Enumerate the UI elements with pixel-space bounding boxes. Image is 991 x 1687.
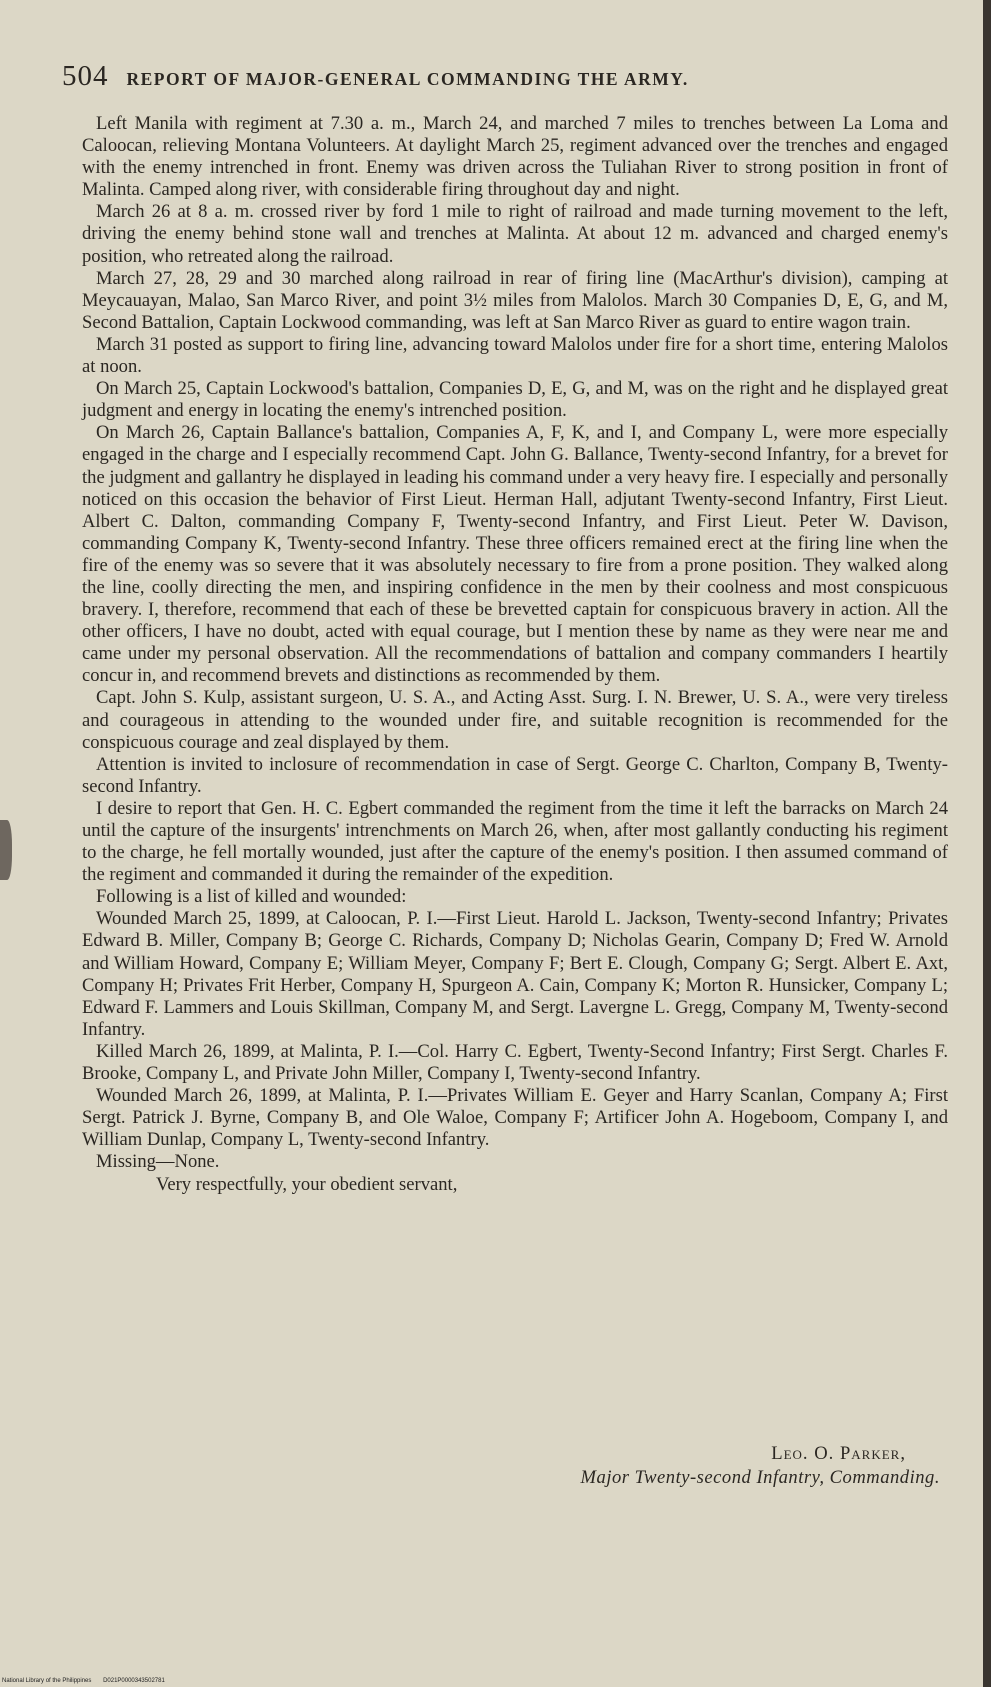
paragraph: Following is a list of killed and wounded: xyxy=(96,886,407,908)
signature-name: Leo. O. Parker, xyxy=(771,1443,906,1464)
paragraph: Attention is invited to inclosure of recommendation in case of Sergt. George C. Charlton, Company B, Twenty-second Infantry. xyxy=(82,753,948,797)
paragraph: Wounded March 26, 1899, at Malinta, P. I.—Privates William E. Geyer and Harry Scanlan, Company A; First Sergt. Patrick J. Byrne, Company B, and Ole Waloe, Company F; Artificer John A. Hogeboom, Company I, and William Dunlap, Company L, Twenty-second Infantry. xyxy=(82,1085,948,1151)
paragraph: Missing—None. xyxy=(96,1151,220,1173)
running-title: REPORT OF MAJOR-GENERAL COMMANDING THE ARMY. xyxy=(126,69,689,89)
closing-line: Very respectfully, your obedient servant, xyxy=(156,1173,458,1195)
paragraph: March 31 posted as support to firing line, advancing toward Malolos under fire for a short time, entering Malolos at noon. xyxy=(82,333,948,378)
paragraph: I desire to report that Gen. H. C. Egbert commanded the regiment from the time it left the barracks on March 24 until the capture of the insurgents' intrenchments on March 26, when, after most gallantly conducting his regiment to the charge, he fell mortally wounded, just after the capture of the enemy's position. I then assumed command of the regiment and commanded it during the remainder of the expedition. xyxy=(82,797,948,886)
paragraph: March 26 at 8 a. m. crossed river by ford 1 mile to right of railroad and made turning movement to the left, driving the enemy behind stone wall and trenches at Malinta. At about 12 m. advanced and charged enemy's position, who retreated along the railroad. xyxy=(82,201,948,267)
report-body xyxy=(82,113,948,1196)
paragraph: On March 26, Captain Ballance's battalion, Companies A, F, K, and I, and Company L, were more especially engaged in the charge and I especially recommend Capt. John G. Ballance, Twenty-second Infantry, for a brevet for the judgment and gallantry he displayed in leading his command under a very heavy fire. I especially and personally noticed on this occasion the behavior of First Lieut. Herman Hall, adjutant Twenty-second Infantry, First Lieut. Albert C. Dalton, commanding Company F, Twenty-second Infantry, and First Lieut. Peter W. Davison, commanding Company K, Twenty-second Infantry. These three officers remained erect at the firing line when the fire of the enemy was so severe that it was absolutely necessary to fire from a prone position. They walked along the line, coolly directing the men, and inspiring confidence in the men by their coolness and most conspicuous bravery. I, therefore, recommend that each of these be brevetted captain for conspicuous bravery in action. All the other officers, I have no doubt, acted with equal courage, but I mention these by name as they were near me and came under my personal observation. All the recommendations of battalion and company commanders I heartily concur in, and recommend brevets and distinctions as recommended by them. xyxy=(82,422,948,687)
page-scan-smudge xyxy=(0,820,12,880)
page-header xyxy=(62,60,922,93)
footer-identifier: D021P0000343502781 xyxy=(103,1678,165,1684)
signature-block xyxy=(470,1442,940,1490)
scan-footer xyxy=(2,1678,175,1684)
signature-title: Major Twenty-second Infantry, Commanding. xyxy=(580,1467,940,1488)
footer-library: National Library of the Philippines xyxy=(2,1678,92,1684)
paragraph: Left Manila with regiment at 7.30 a. m., March 24, and marched 7 miles to trenches between La Loma and Caloocan, relieving Montana Volunteers. At daylight March 25, regiment advanced over the trenches and engaged with the enemy intrenched in front. Enemy was driven across the Tuliahan River to strong position in front of Malinta. Camped along river, with considerable firing throughout day and night. xyxy=(82,113,948,201)
paragraph: Wounded March 25, 1899, at Caloocan, P. I.—First Lieut. Harold L. Jackson, Twenty-second Infantry; Privates Edward B. Miller, Company B; George C. Richards, Company D; Nicholas Gearin, Company D; Fred W. Arnold and William Howard, Company E; William Meyer, Company F; Bert E. Clough, Company G; Sergt. Albert E. Axt, Company H; Privates Frit Herber, Company H, Spurgeon A. Cain, Company K; Morton R. Hunsicker, Company L; Edward F. Lammers and Louis Skillman, Company M, and Sergt. Lavergne L. Gregg, Company M, Twenty-second Infantry. xyxy=(82,908,948,1040)
paragraph: Capt. John S. Kulp, assistant surgeon, U. S. A., and Acting Asst. Surg. I. N. Brewer, U. S. A., were very tireless and courageous in attending to the wounded under fire, and suitable recognition is recommended for the conspicuous courage and zeal displayed by them. xyxy=(82,687,948,753)
paragraph: On March 25, Captain Lockwood's battalion, Companies D, E, G, and M, was on the right and he displayed great judgment and energy in locating the enemy's intrenched position. xyxy=(82,378,948,422)
paragraph: Killed March 26, 1899, at Malinta, P. I.—Col. Harry C. Egbert, Twenty-Second Infantry; First Sergt. Charles F. Brooke, Company L, and Private John Miller, Company I, Twenty-second Infantry. xyxy=(82,1040,948,1085)
page-binding-edge xyxy=(983,0,991,1687)
paragraph: March 27, 28, 29 and 30 marched along railroad in rear of firing line (MacArthur's division), camping at Meycauayan, Malao, San Marco River, and point 3½ miles from Malolos. March 30 Companies D, E, G, and M, Second Battalion, Captain Lockwood commanding, was left at San Marco River as guard to entire wagon train. xyxy=(82,267,948,333)
page-number: 504 xyxy=(62,60,109,92)
